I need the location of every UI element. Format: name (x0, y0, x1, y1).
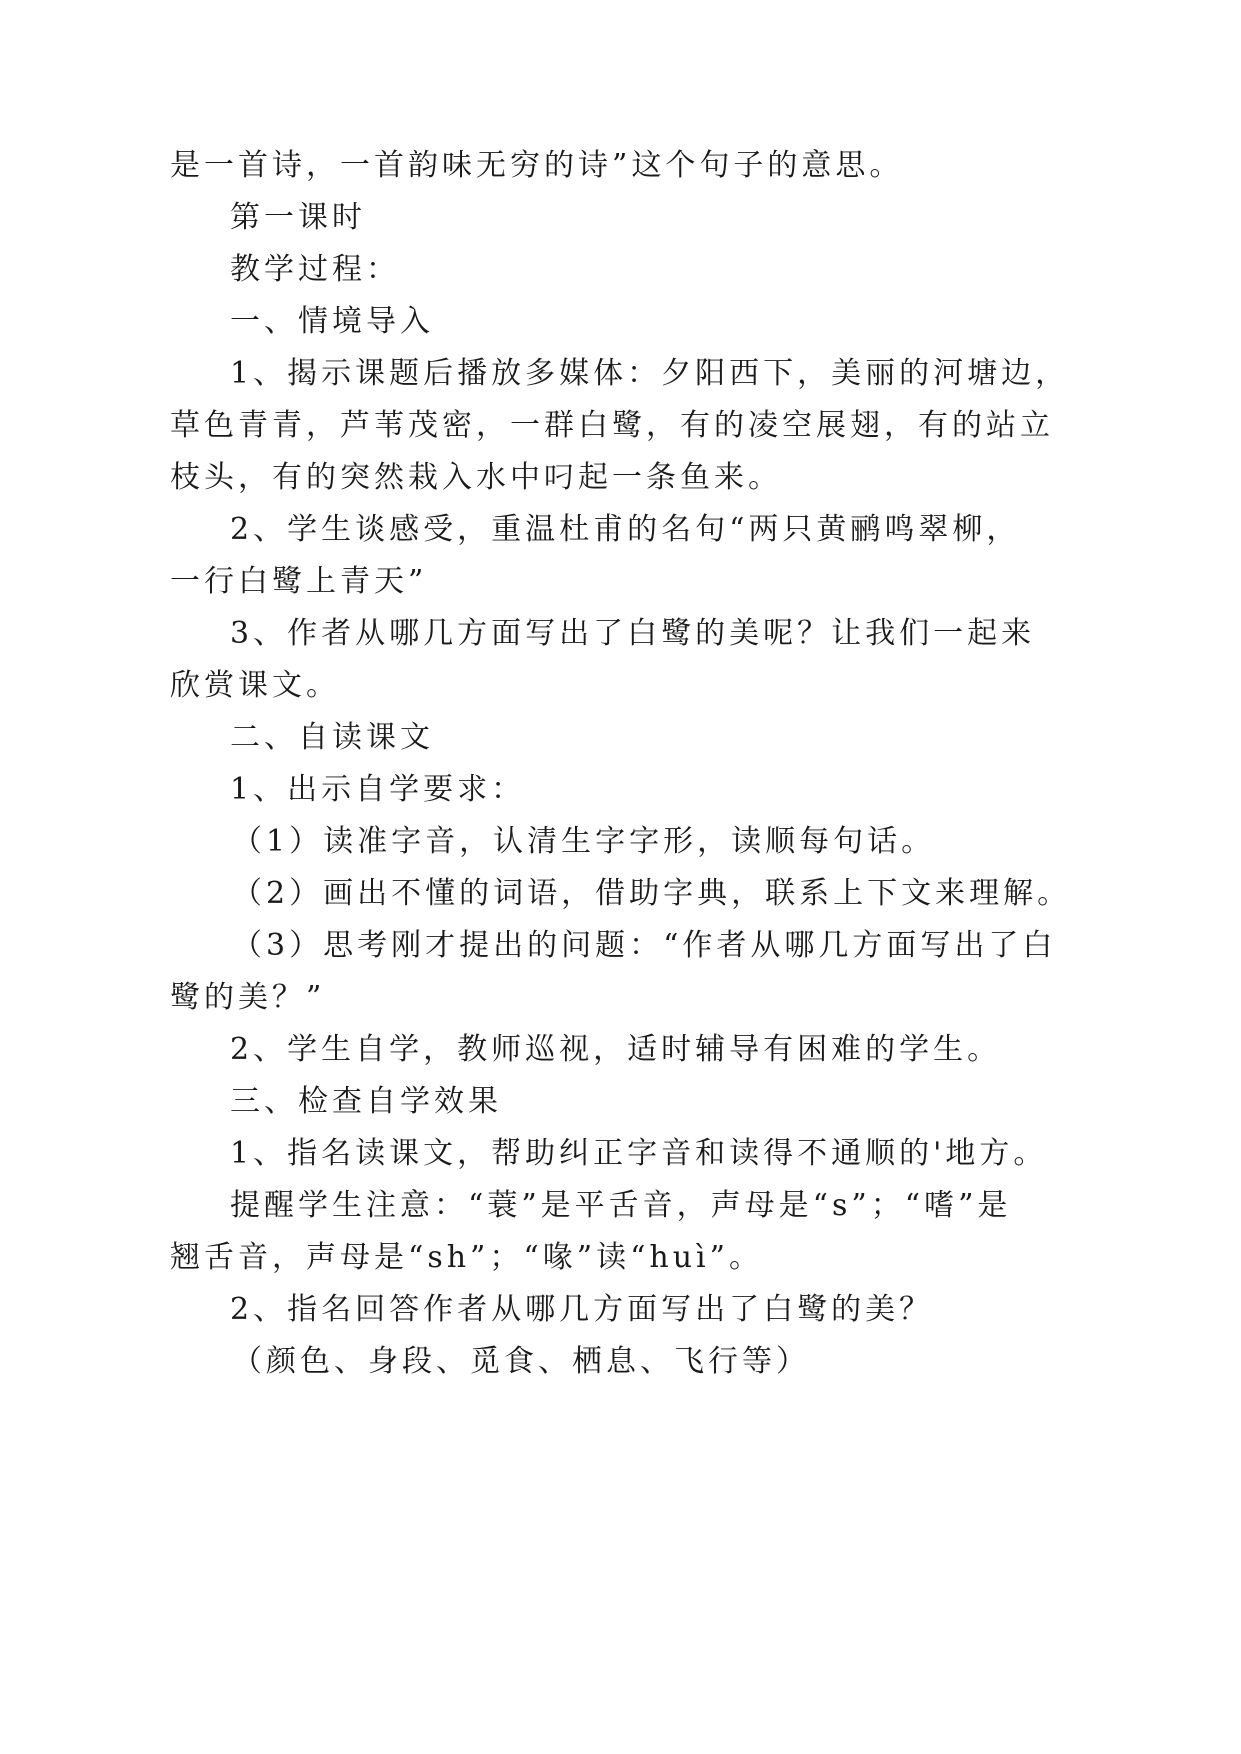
text-line-24: （颜色、身段、觅食、栖息、飞行等） (232, 1344, 810, 1379)
text-line-1: 是一首诗，一首韵味无穷的诗”这个句子的意思。 (170, 148, 904, 183)
section-heading-1: 一、情境导入 (230, 304, 434, 339)
text-line-11: 欣赏课文。 (170, 668, 340, 703)
section-heading-2: 二、自读课文 (230, 720, 434, 755)
text-line-15: （2）画出不懂的词语，借助字典，联系上下文来理解。 (232, 876, 1072, 911)
text-line-6: 草色青青，芦苇茂密，一群白鹭，有的凌空展翅，有的站立 (170, 408, 1054, 443)
text-line-8: 2、学生谈感受，重温杜甫的名句“两只黄鹂鸣翠柳， (230, 512, 1021, 547)
text-line-14: （1）读准字音，认清生字字形，读顺每句话。 (232, 824, 936, 859)
text-line-21: 提醒学生注意：“蓑”是平舌音，声母是“s”；“嗜”是 (230, 1188, 1012, 1223)
text-line-20: 1、指名读课文，帮助纠正字音和读得不通顺的'地方。 (230, 1136, 1048, 1171)
text-line-5: 1、揭示课题后播放多媒体：夕阳西下，美丽的河塘边， (230, 356, 1070, 391)
text-line-13: 1、出示自学要求： (230, 772, 526, 807)
text-line-9: 一行白鹭上青天” (170, 564, 428, 599)
section-heading-3: 三、检查自学效果 (230, 1084, 502, 1119)
text-line-10: 3、作者从哪几方面写出了白鹭的美呢？让我们一起来 (230, 616, 1036, 651)
text-line-18: 2、学生自学，教师巡视，适时辅导有困难的学生。 (230, 1032, 1002, 1067)
text-line-17: 鹭的美？” (170, 980, 326, 1015)
text-line-7: 枝头，有的突然栽入水中叼起一条鱼来。 (170, 460, 782, 495)
text-line-23: 2、指名回答作者从哪几方面写出了白鹭的美？ (230, 1292, 934, 1327)
teaching-process-heading: 教学过程： (230, 252, 400, 287)
text-line-22: 翘舌音，声母是“sh”；“喙”读“huì”。 (170, 1240, 763, 1275)
lesson-period-heading: 第一课时 (230, 200, 366, 235)
text-line-16: （3）思考刚才提出的问题：“作者从哪几方面写出了白 (232, 928, 1057, 963)
